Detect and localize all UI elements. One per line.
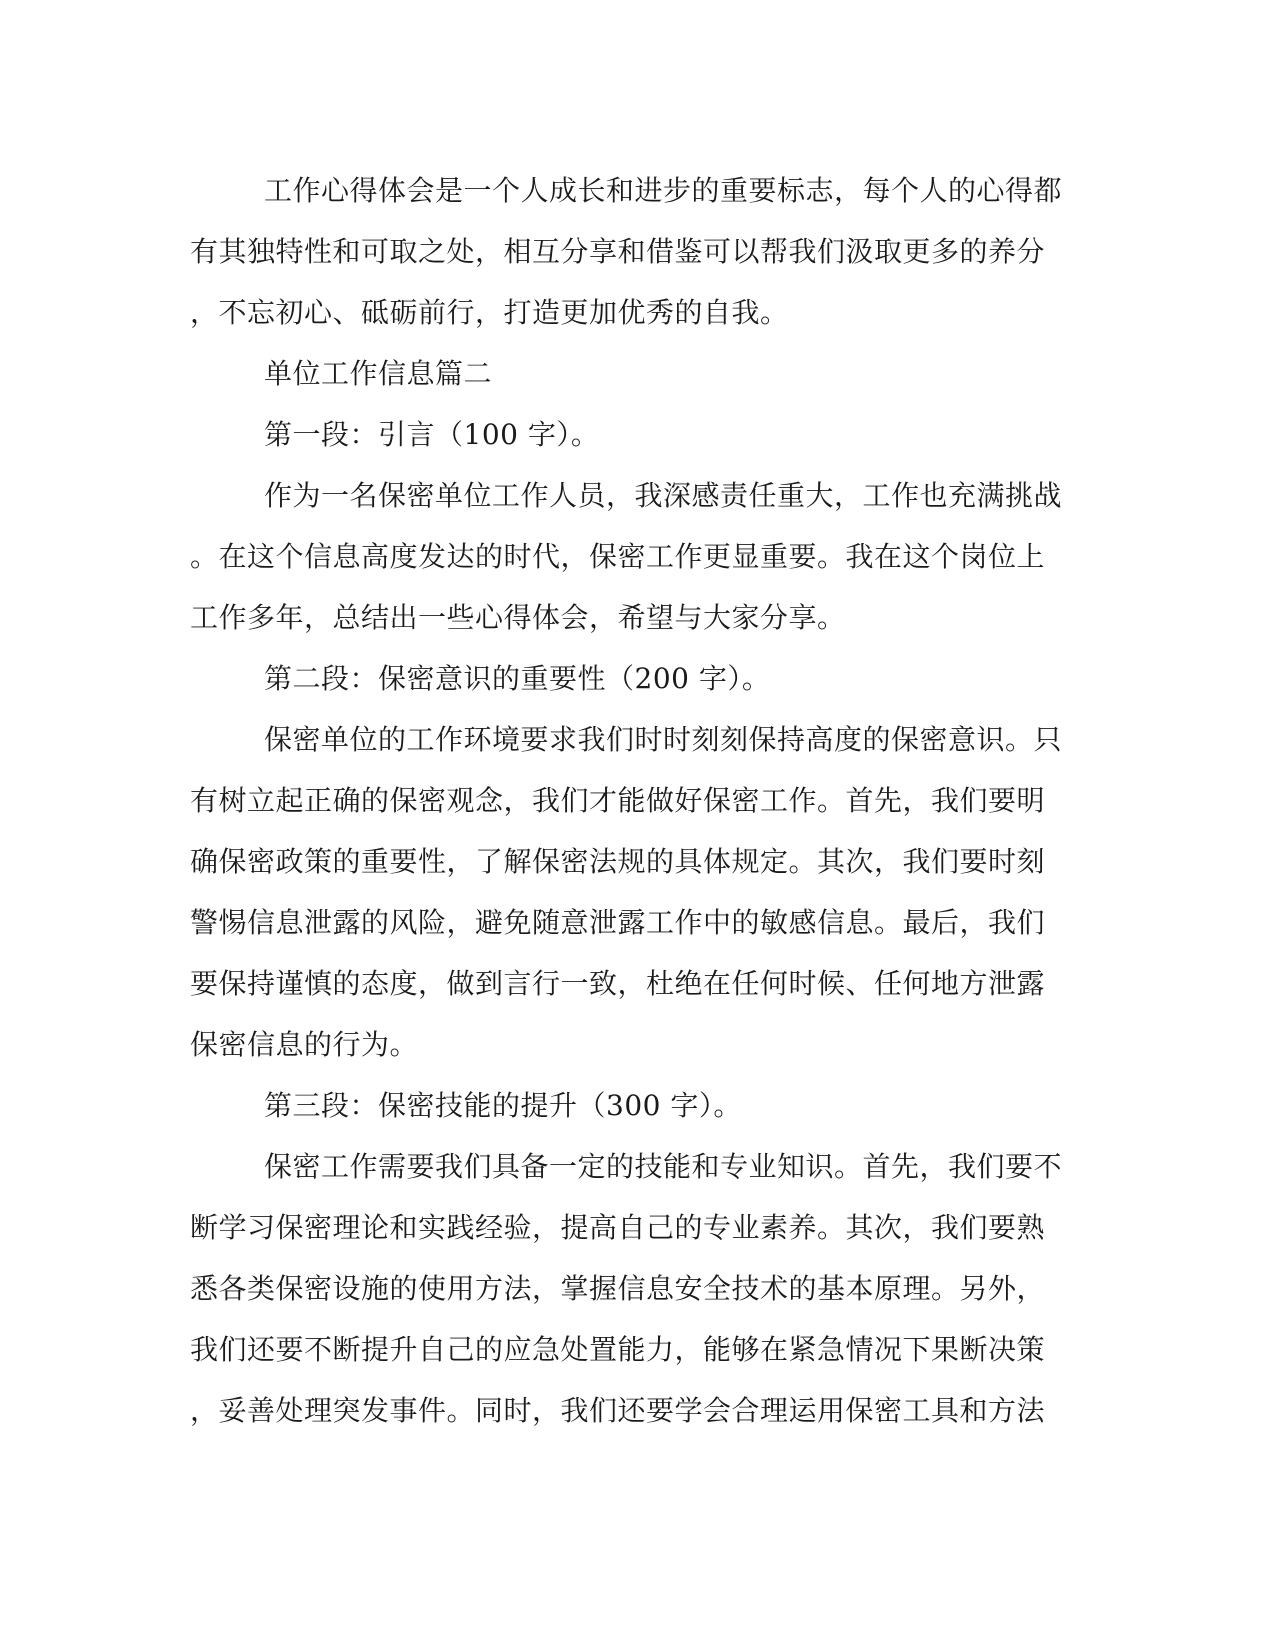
text-line: 工作多年，总结出一些心得体会，希望与大家分享。: [190, 601, 846, 634]
text-line: 作为一名保密单位工作人员，我深感责任重大，工作也充满挑战: [264, 479, 1063, 512]
text-line: 我们还要不断提升自己的应急处置能力，能够在紧急情况下果断决策: [190, 1333, 1046, 1366]
text-line: 保密单位的工作环境要求我们时时刻刻保持高度的保密意识。只: [264, 723, 1063, 756]
paragraph-heading: 第一段：引言（100 字）。: [264, 418, 600, 451]
text-line: 保密工作需要我们具备一定的技能和专业知识。首先，我们要不: [264, 1150, 1063, 1183]
text-line: 工作心得体会是一个人成长和进步的重要标志，每个人的心得都: [264, 174, 1063, 207]
text-line: 有其独特性和可取之处，相互分享和借鉴可以帮我们汲取更多的养分: [190, 235, 1046, 268]
paragraph-heading: 第二段：保密意识的重要性（200 字）。: [264, 662, 771, 695]
text-line: 保密信息的行为。: [190, 1028, 419, 1061]
text-line: 。在这个信息高度发达的时代，保密工作更显重要。我在这个岗位上: [190, 540, 1046, 573]
text-line: 悉各类保密设施的使用方法，掌握信息安全技术的基本原理。另外，: [190, 1272, 1046, 1305]
text-line: ，妥善处理突发事件。同时，我们还要学会合理运用保密工具和方法: [190, 1394, 1046, 1427]
text-line: 确保密政策的重要性，了解保密法规的具体规定。其次，我们要时刻: [190, 845, 1046, 878]
text-line: 断学习保密理论和实践经验，提高自己的专业素养。其次，我们要熟: [190, 1211, 1046, 1244]
paragraph-heading: 第三段：保密技能的提升（300 字）。: [264, 1089, 742, 1122]
text-line: ，不忘初心、砥砺前行，打造更加优秀的自我。: [190, 296, 789, 329]
section-heading: 单位工作信息篇二: [264, 357, 493, 390]
text-line: 有树立起正确的保密观念，我们才能做好保密工作。首先，我们要明: [190, 784, 1046, 817]
document-body: [190, 160, 1080, 1441]
text-line: 要保持谨慎的态度，做到言行一致，杜绝在任何时候、任何地方泄露: [190, 967, 1046, 1000]
text-line: 警惕信息泄露的风险，避免随意泄露工作中的敏感信息。最后，我们: [190, 906, 1046, 939]
